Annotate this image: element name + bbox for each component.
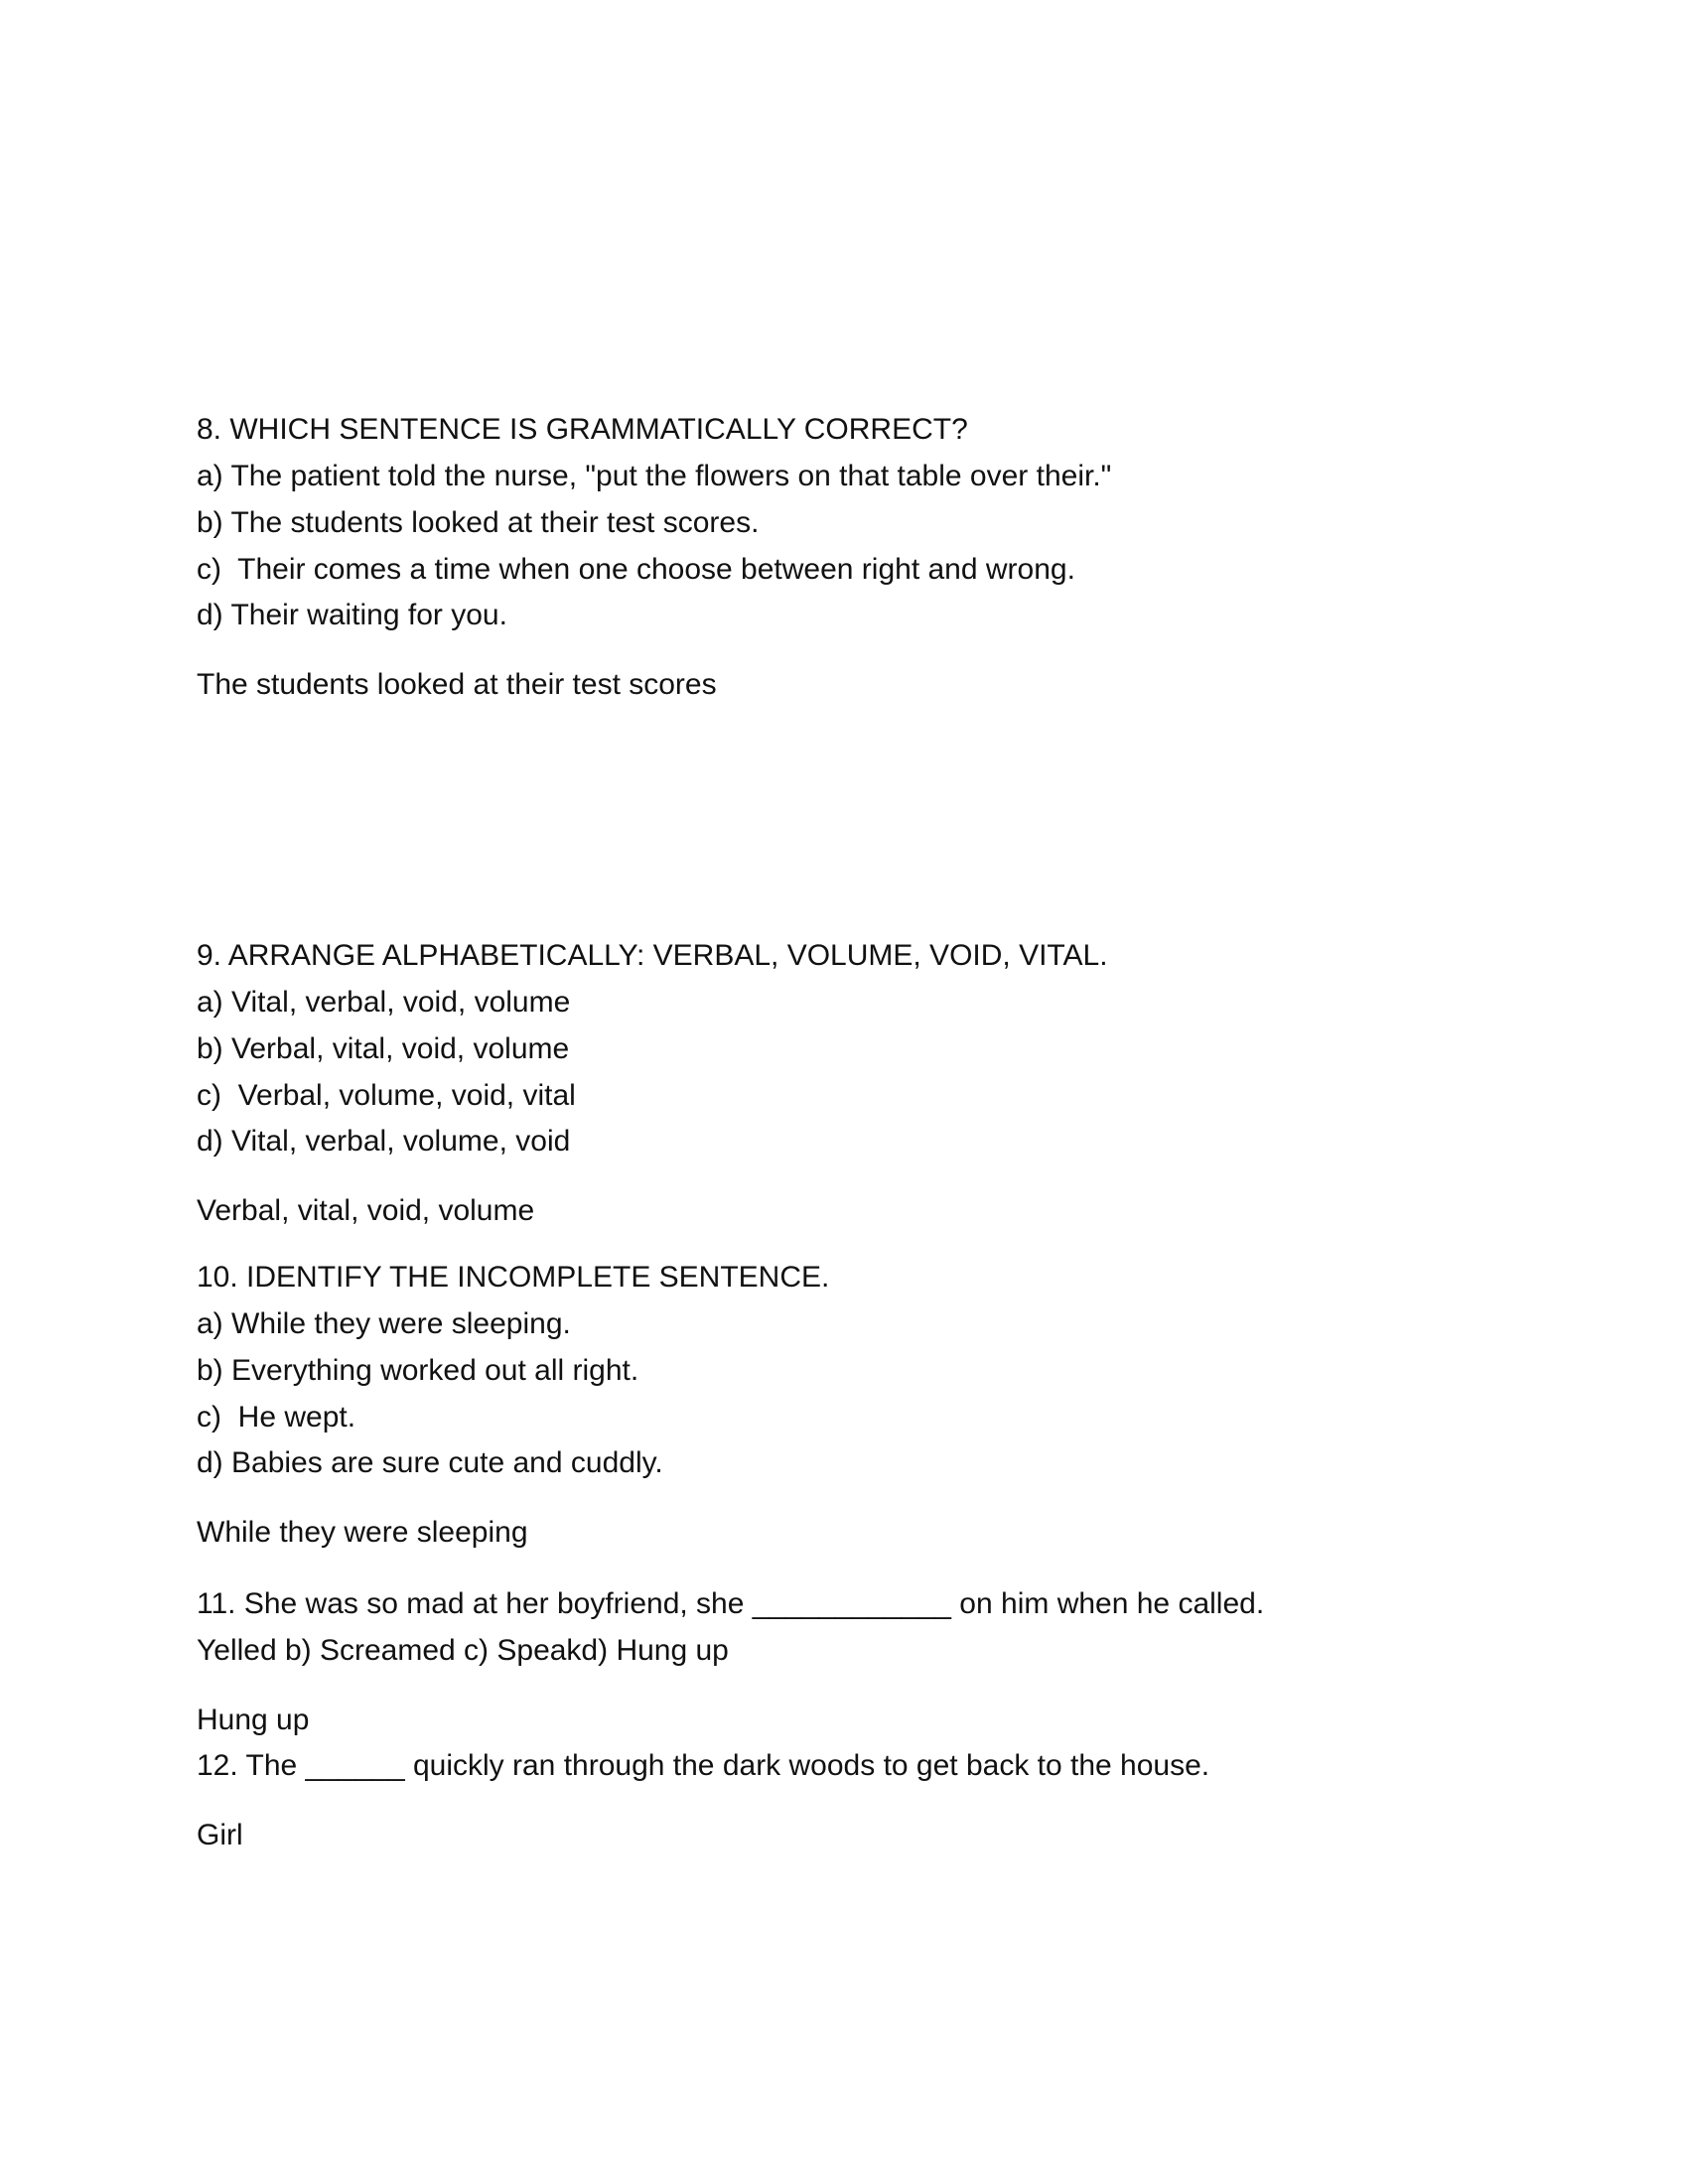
option-a: a) Vital, verbal, void, volume <box>197 986 571 1019</box>
option-d: d) Babies are sure cute and cuddly. <box>197 1446 663 1479</box>
question-text: 8. WHICH SENTENCE IS GRAMMATICALLY CORRECT? <box>197 413 968 446</box>
option-d: d) Vital, verbal, volume, void <box>197 1125 571 1158</box>
answer-text: The students looked at their test scores <box>197 668 717 701</box>
answer-text: While they were sleeping <box>197 1516 528 1549</box>
option-c: c) Verbal, volume, void, vital <box>197 1079 576 1112</box>
option-a: a) While they were sleeping. <box>197 1307 571 1340</box>
option-a: a) The patient told the nurse, "put the flowers on that table over their." <box>197 460 1112 492</box>
question-text: 11. She was so mad at her boyfriend, she ____________ on him when he called. <box>197 1587 1265 1620</box>
option-c: c) Their comes a time when one choose between right and wrong. <box>197 553 1075 586</box>
option-b: b) Everything worked out all right. <box>197 1354 639 1387</box>
answer-text: Hung up <box>197 1704 310 1736</box>
option-b: b) The students looked at their test scores. <box>197 506 760 539</box>
question-text: 9. ARRANGE ALPHABETICALLY: VERBAL, VOLUME, VOID, VITAL. <box>197 939 1108 972</box>
options-line: Yelled b) Screamed c) Speakd) Hung up <box>197 1634 729 1667</box>
question-text: 10. IDENTIFY THE INCOMPLETE SENTENCE. <box>197 1261 830 1294</box>
option-b: b) Verbal, vital, void, volume <box>197 1032 570 1065</box>
option-c: c) He wept. <box>197 1401 356 1433</box>
answer-text: Girl <box>197 1819 243 1851</box>
option-d: d) Their waiting for you. <box>197 599 507 631</box>
answer-text: Verbal, vital, void, volume <box>197 1194 535 1227</box>
question-text: 12. The ______ quickly ran through the dark woods to get back to the house. <box>197 1749 1210 1782</box>
